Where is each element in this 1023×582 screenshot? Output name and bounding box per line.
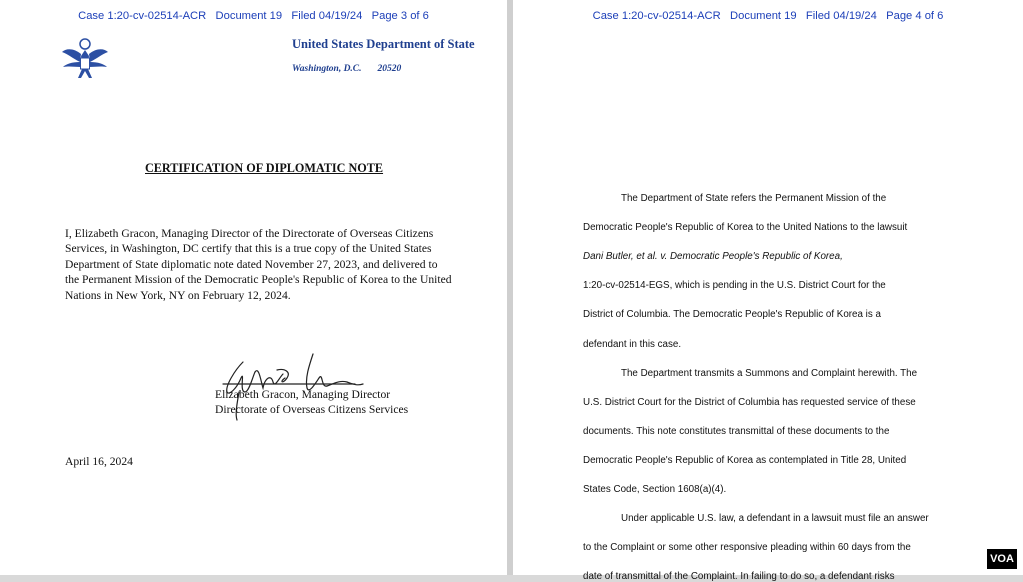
certification-body	[65, 226, 485, 303]
note-line: to the Complaint or some other responsive pleading within 60 days from the	[583, 542, 911, 554]
note-line: Under applicable U.S. law, a defendant in a lawsuit must file an answer	[621, 513, 929, 525]
certification-line: Nations in New York, NY on February 12, 2024.	[65, 288, 291, 302]
note-line: The Department of State refers the Permanent Mission of the	[621, 193, 887, 204]
agency-address	[292, 64, 401, 74]
left-document-page	[0, 0, 507, 575]
agency-letterhead: United States Department of State	[292, 37, 475, 51]
voa-logo: VOA	[987, 549, 1017, 569]
note-line: date of transmittal of the Complaint. In failing to do so, a defendant risks	[583, 571, 895, 582]
note-line: U.S. District Court for the District of Columbia has requested service of these	[583, 396, 916, 408]
certification-line: I, Elizabeth Gracon, Managing Director of the Directorate of Overseas Citizens	[65, 227, 434, 240]
signature-block	[215, 387, 408, 417]
signer-office: Directorate of Overseas Citizens Services	[215, 403, 409, 416]
certification-date: April 16, 2024	[65, 455, 133, 468]
certification-line: Department of State diplomatic note dated November 27, 2023, and delivered to	[65, 257, 438, 271]
note-line: 1:20-cv-02514-EGS, which is pending in the U.S. District Court for the	[583, 280, 886, 292]
great-seal-icon	[60, 34, 110, 84]
right-document-page	[513, 0, 1023, 582]
certification-title: CERTIFICATION OF DIPLOMATIC NOTE	[145, 161, 384, 175]
right-page-case-header: Case 1:20-cv-02514-ACR Document 19 Filed 04/19/24 Page 4 of 6	[592, 10, 944, 22]
note-line: defendant in this case.	[583, 338, 682, 350]
note-line: The Department transmits a Summons and Complaint herewith. The	[621, 367, 918, 379]
note-line: Democratic People's Republic of Korea as contemplated in Title 28, United	[583, 454, 907, 466]
note-line: Dani Butler, et al. v. Democratic People's Republic of Korea,	[583, 251, 843, 263]
signer-name: Elizabeth Gracon, Managing Director	[215, 388, 391, 401]
note-line: States Code, Section 1608(a)(4).	[583, 484, 727, 495]
agency-city: Washington, D.C.	[292, 64, 362, 74]
certification-line: Services, in Washington, DC certify that this is a true copy of the United States	[65, 242, 432, 256]
note-line: District of Columbia. The Democratic People's Republic of Korea is a	[583, 309, 881, 321]
agency-zip: 20520	[377, 64, 402, 74]
note-line: Democratic People's Republic of Korea to the United Nations to the lawsuit	[583, 222, 908, 234]
note-line: documents. This note constitutes transmittal of these documents to the	[583, 425, 890, 437]
certification-line: the Permanent Mission of the Democratic People's Republic of Korea to the United	[65, 273, 452, 287]
left-page-case-header: Case 1:20-cv-02514-ACR Document 19 Filed 04/19/24 Page 3 of 6	[78, 10, 429, 22]
